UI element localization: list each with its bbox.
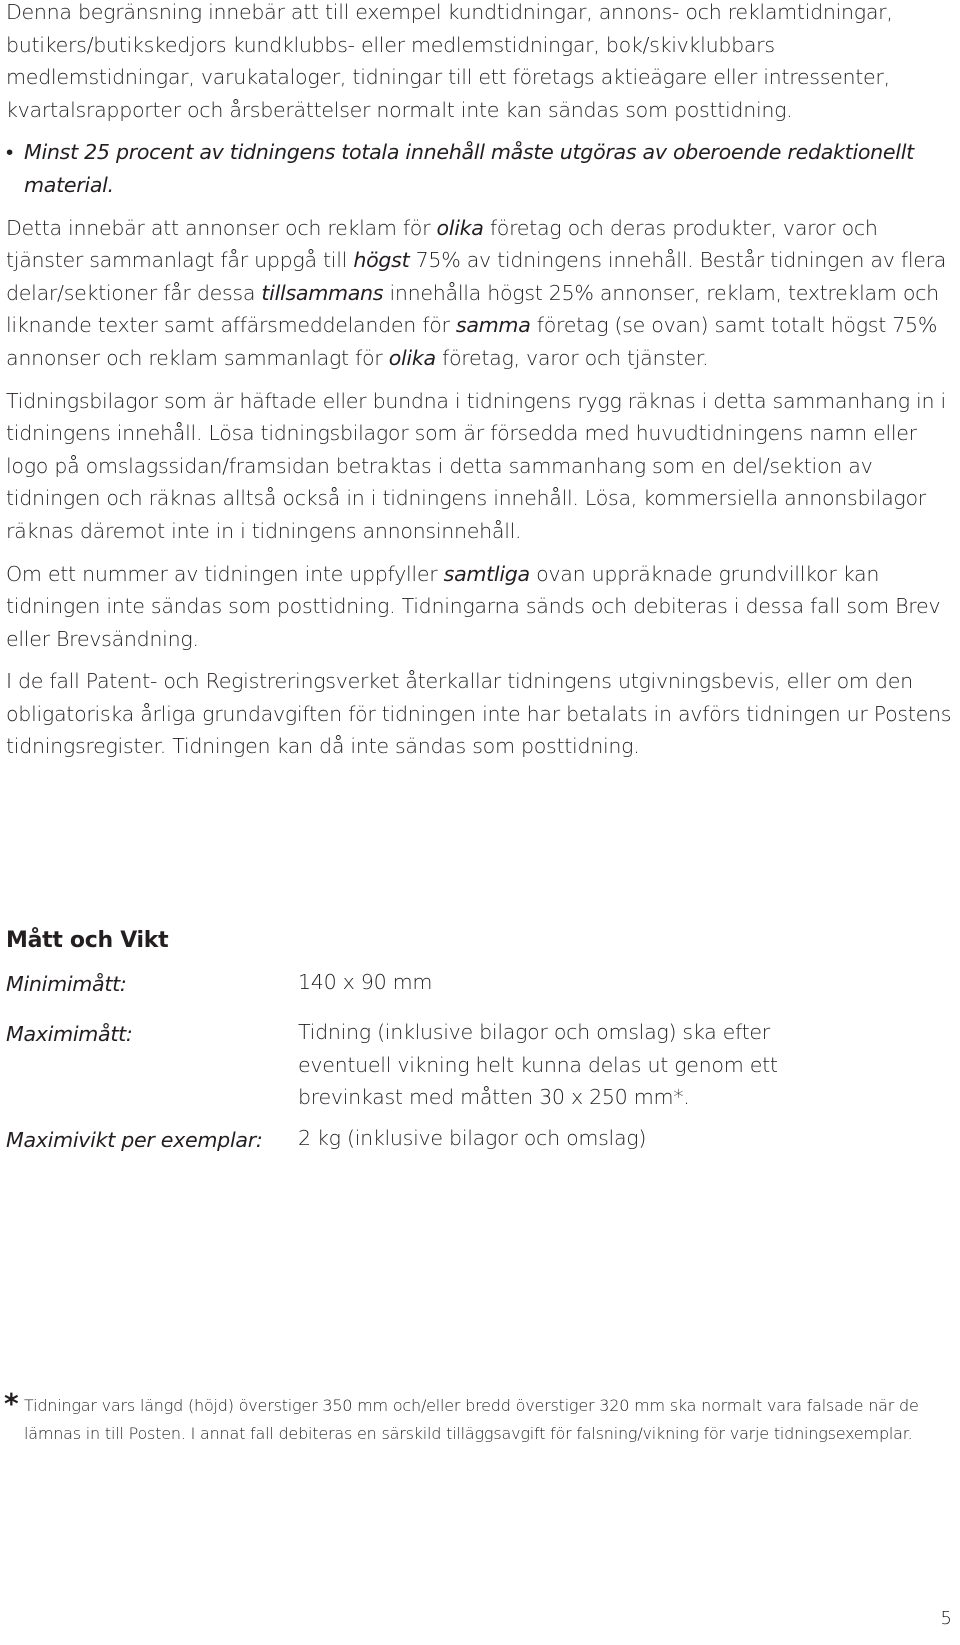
spec-label-maximum: Maximimått:: [6, 1022, 133, 1046]
emphasis-text: olika: [388, 345, 436, 370]
paragraph-conditions: [6, 558, 956, 656]
text-run: innehålla högst 25% annonser, reklam, textreklam och liknande texter samt affärsmeddelanden för: [6, 280, 939, 338]
text-run: företag (se ovan) samt totalt högst 75% annonser och reklam sammanlagt för: [6, 313, 938, 370]
text-run: ovan uppräknade grundvillkor kan tidningen inte sändas som posttidning. Tidningarna sänds och debiteras i dessa fall som Brev eller Brevsändning.: [6, 561, 941, 651]
page-number: 5: [940, 1608, 952, 1629]
text-run: 75% av tidningens innehåll. Består tidningen av flera delar/sektioner får dessa: [6, 248, 947, 305]
footnote-text: Tidningar vars längd (höjd) överstiger 350 mm och/eller bredd överstiger 320 mm ska normalt vara falsade när de lämnas in till Posten. I annat fall debiteras en särskild tilläggsavgift för falsning/vikning för varje tidningsexemplar.: [24, 1396, 919, 1443]
emphasis-text: samma: [455, 313, 531, 338]
paragraph-supplements: Tidningsbilagor som är häftade eller bundna i tidningens rygg räknas i detta sammanhang in i tidningens innehåll. Lösa tidningsbilagor som är försedda med huvudtidningens namn eller logo på omslagssidan/framsidan betraktas i detta sammanhang som en del/sektion av tidningen och räknas alltså också in i tidningens innehåll. Lösa, kommersiella annonsbilagor räknas däremot inte in i tidningens annonsinnehåll.: [6, 388, 946, 543]
bullet-icon: •: [6, 140, 13, 165]
paragraph-intro: Denna begränsning innebär att till exempel kundtidningar, annons- och reklamtidningar, butikers/butikskedjors kundklubbs- eller medlemstidningar, bok/skivklubbars medlemstidningar, varukataloger, tidningar till ett företags aktieägare eller intressenter, kvartalsrapporter och årsberättelser normalt inte kan sändas som posttidning.: [6, 0, 893, 122]
emphasis-text: högst: [353, 248, 410, 273]
emphasis-text: olika: [436, 215, 484, 240]
bullet-item: [6, 136, 956, 201]
body-text: [6, 0, 956, 763]
footnote-marker: *: [4, 1387, 19, 1420]
section-title: Mått och Vikt: [6, 928, 169, 953]
spec-label-max-weight: Maximivikt per exemplar:: [6, 1128, 263, 1152]
bullet-text: Minst 25 procent av tidningens totala innehåll måste utgöras av oberoende redaktionellt material.: [24, 140, 914, 197]
text-run: Om ett nummer av tidningen inte uppfyller: [6, 561, 444, 586]
spec-label-minimum: Minimimått:: [6, 972, 127, 996]
paragraph-registry: I de fall Patent- och Registreringsverket återkallar tidningens utgivningsbevis, eller om den obligatoriska årliga grundavgiften för tidningen inte har betalats in avförs tidningen ur Postens tidningsregister. Tidningen kan då inte sändas som posttidning.: [6, 669, 952, 759]
text-run: företag och deras produkter, varor och tjänster sammanlagt får uppgå till: [6, 215, 878, 273]
text-run: Detta innebär att annonser och reklam för: [6, 215, 437, 240]
spec-value-maximum: Tidning (inklusive bilagor och omslag) ska efter eventuell vikning helt kunna delas ut genom ett brevinkast med måtten 30 x 250 mm*.: [298, 1020, 778, 1110]
spec-value-minimum: 140 x 90 mm: [298, 970, 433, 994]
emphasis-text: samtliga: [443, 561, 530, 586]
text-run: företag, varor och tjänster.: [435, 345, 709, 370]
spec-value-max-weight: 2 kg (inklusive bilagor och omslag): [298, 1126, 647, 1150]
paragraph-advertising-limits: [6, 212, 956, 375]
emphasis-text: tillsammans: [261, 280, 384, 305]
